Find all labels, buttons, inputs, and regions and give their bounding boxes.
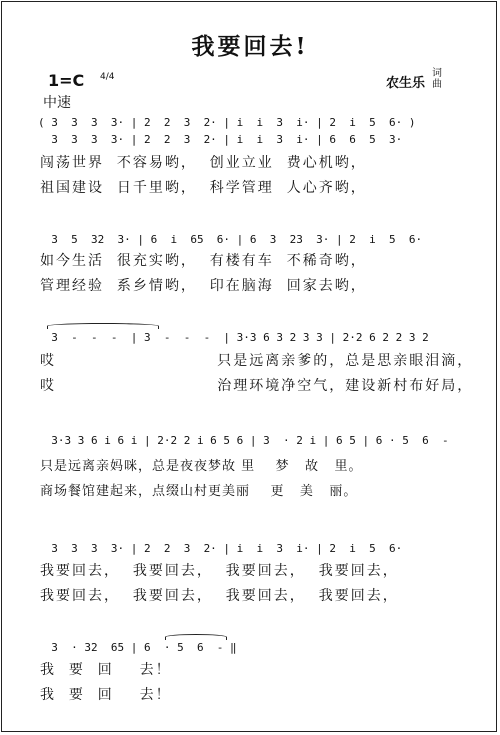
notation-row-1: 3 3 3 3· | 2 2 3 2· | i i 3 i· | 6 6 5 3·	[38, 133, 403, 146]
lyric-line: 哎 治理环境净空气，建设新村布好局，	[40, 378, 474, 394]
credit-labels	[432, 68, 444, 90]
lyric-line: 我要回去， 我要回去， 我要回去， 我要回去，	[40, 563, 399, 579]
lyric-line: 如今生活 很充实哟， 有楼有车 不稀奇哟，	[40, 253, 367, 269]
lyric-line: 祖国建设 日千里哟， 科学管理 人心齐哟，	[40, 180, 367, 196]
key-signature: 1=C	[48, 71, 85, 90]
lyric-line: 只是远离亲妈咪，总是夜夜梦故 里 梦 故 里。	[40, 459, 363, 474]
author-name: 农生乐	[386, 76, 426, 91]
notation-row-intro: ( 3 3 3 3· | 2 2 3 2· | i i 3 i· | 2 i 5 6· )	[38, 116, 416, 129]
notation-row-5: 3 3 3 3· | 2 2 3 2· | i i 3 i· | 2 i 5 6·	[38, 542, 403, 555]
music-credit: 曲	[432, 79, 442, 90]
song-title: 我要回去!	[191, 33, 309, 60]
notation-row-4: 3·3 3 6 i 6 i | 2·2 2 i 6 5 6 | 3 · 2 i | 6 5 | 6 · 5 6 -	[38, 434, 449, 447]
lyrics-credit: 词	[432, 68, 442, 79]
lyric-line: 闯荡世界 不容易哟， 创业立业 费心机哟，	[40, 155, 367, 171]
notation-row-6: 3 · 32 65 | 6 · 5 6 - ‖	[38, 641, 237, 654]
lyric-line: 哎 只是远离亲爹的，总是思亲眼泪滴，	[40, 353, 474, 369]
tie-arc	[165, 634, 227, 640]
lyric-line: 我 要 回 去！	[40, 687, 172, 703]
lyric-line: 商场餐馆建起来，点缀山村更美丽 更 美 丽。	[40, 484, 358, 499]
tempo-marking: 中速	[43, 95, 71, 111]
tie-arc	[47, 323, 159, 329]
time-signature: 4/4	[100, 72, 115, 82]
notation-row-3: 3 - - - | 3 - - - | 3·3 6 3 2 3 3 | 2·2 6 2 2 3 2	[38, 331, 429, 344]
lyric-line: 我要回去， 我要回去， 我要回去， 我要回去，	[40, 588, 399, 604]
lyric-line: 管理经验 系乡情哟， 印在脑海 回家去哟，	[40, 278, 367, 294]
notation-row-2: 3 5 32 3· | 6 i 65 6· | 6 3 23 3· | 2 i 5 6·	[38, 233, 423, 246]
lyric-line: 我 要 回 去！	[40, 662, 172, 678]
